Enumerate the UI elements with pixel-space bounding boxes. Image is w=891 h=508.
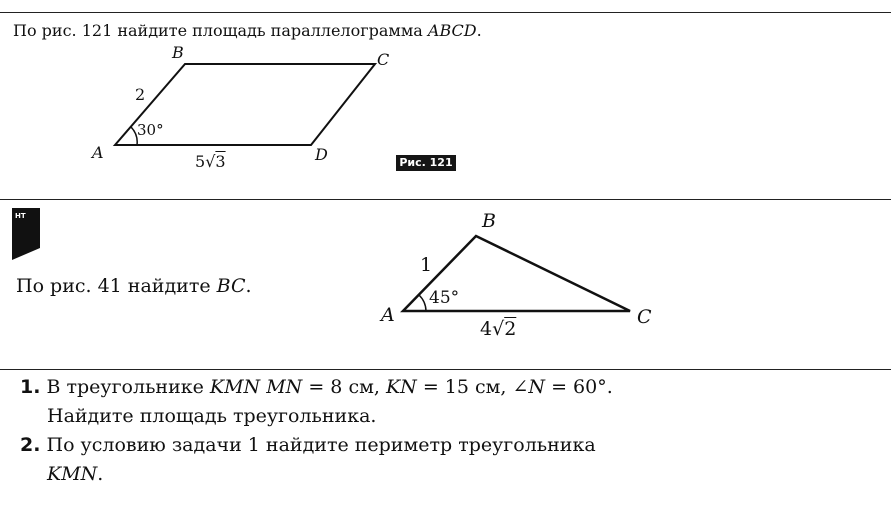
tri-vertex-b-label: B [482,210,496,232]
section-tab-text: НТ [15,212,26,220]
side-ad-label: 5√3 [195,152,226,171]
vertex-b-label: B [172,43,184,62]
vertex-c-label: C [377,50,390,69]
problem-1-line-2: Найдите площадь треугольника. [47,405,377,427]
section-tab-icon [12,208,40,260]
problem-2-line-2: KMN. [47,463,104,485]
vertex-d-label: D [315,145,328,164]
tri-side-ac-label: 4√2 [480,318,517,340]
triangle-angle-arc [419,295,426,311]
problem-2-line-1: 2. По условию задачи 1 найдите периметр треугольника [20,434,596,456]
tri-vertex-c-label: C [637,306,652,328]
figure-caption: Рис. 121 [396,155,456,171]
problem-41-text: По рис. 41 найдите BC. [16,275,252,297]
problem-121-text: По рис. 121 найдите площадь параллелограмма ABCD. [13,21,482,40]
tri-vertex-a-label: A [381,304,395,326]
tri-angle-a-label: 45° [429,288,460,308]
side-ab-label: 2 [135,85,146,104]
vertex-a-label: A [92,143,104,162]
tri-side-ab-label: 1 [420,254,433,276]
problem-1-line-1: 1. В треугольнике KMN MN = 8 см, KN = 15 см, ∠N = 60°. [20,376,613,398]
angle-a-label: 30° [137,121,164,139]
